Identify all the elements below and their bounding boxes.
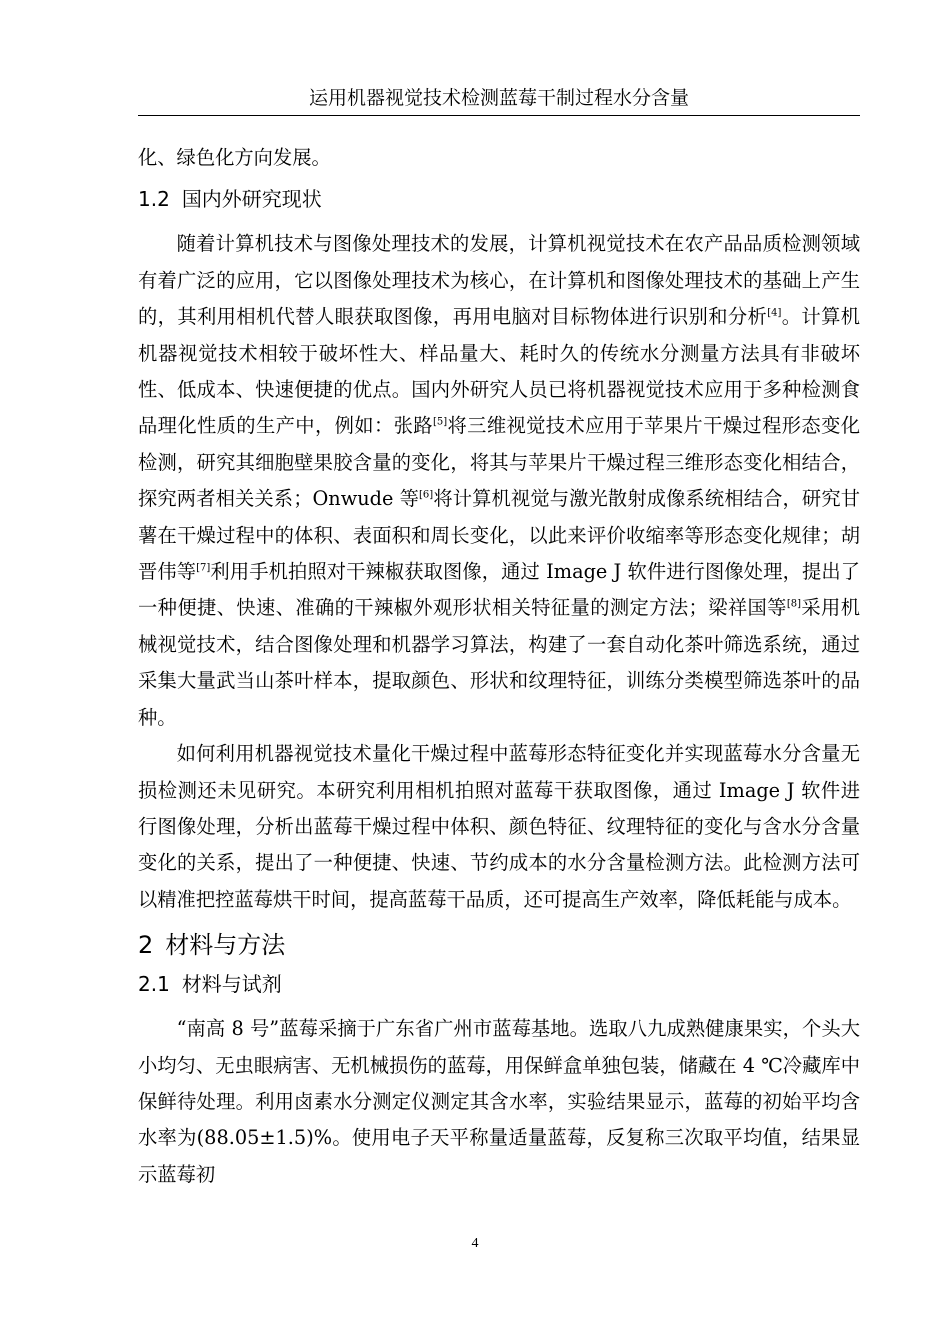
page-body (138, 140, 860, 1193)
text-run: 采用机械视觉技术，结合图像处理和机器学习算法，构建了一套自动化茶叶筛选系统，通过采集大量武当山茶叶样本，提取颜色、形状和纹理特征，训练分类模型筛选茶叶的品种。 (138, 596, 861, 729)
section-title: 材料与方法 (165, 931, 286, 960)
intro-line: 化、绿色化方向发展。 (138, 146, 331, 169)
section-number: 1.2 (138, 187, 170, 212)
citation: [7] (196, 562, 211, 574)
section-heading-2 (138, 930, 860, 960)
citation: [6] (419, 489, 434, 501)
paragraph-study-aim: 如何利用机器视觉技术量化干燥过程中蓝莓形态特征变化并实现蓝莓水分含量无损检测还未见研究。本研究利用相机拍照对蓝莓干获取图像，通过 Image J 软件进行图像处理，分析出蓝莓干燥过程中体积、颜色特征、纹理特征的变化与含水分含量变化的关系，提出了一种便捷、快速、节约成本的水分含量检测方法。此检测方法可以精准把控蓝莓烘干时间，提高蓝莓干品质，还可提高生产效率，降低耗能与成本。 (138, 742, 860, 911)
paragraph-materials: “南高 8 号”蓝莓采摘于广东省广州市蓝莓基地。选取八九成熟健康果实，个头大小均匀、无虫眼病害、无机械损伤的蓝莓，用保鲜盒单独包装，储藏在 4 ℃冷藏库中保鲜待处理。利用卤素水分测定仪测定其含水率，实验结果显示，蓝莓的初始平均含水率为(88.05±1.5)%。使用电子天平称量适量蓝莓，反复称三次取平均值，结果显示蓝莓初 (138, 1017, 860, 1186)
paragraph-research-status (138, 226, 860, 736)
section-number: 2 (138, 931, 154, 960)
text-run: 利用手机拍照对干辣椒获取图像，通过 Image J 软件进行图像处理，提出了一种便捷、快速、准确的干辣椒外观形状相关特征量的测定方法；梁祥国等 (138, 560, 861, 620)
header-rule (138, 115, 860, 116)
running-header: 运用机器视觉技术检测蓝莓干制过程水分含量 (308, 87, 689, 109)
text-run: 将计算机视觉与激光散射成像系统相结合，研究甘薯在干燥过程中的体积、表面积和周长变化，以此来评价收缩率等形态变化规律；胡晋伟等 (138, 487, 860, 584)
section-heading-2-1 (138, 970, 860, 998)
section-number: 2.1 (138, 972, 170, 997)
citation: [4] (767, 307, 782, 319)
text-run: 将三维视觉技术应用于苹果片干燥过程形态变化检测，研究其细胞壁果胶含量的变化，将其与苹果片干燥过程三维形态变化相结合，探究两者相关关系；Onwude 等 (138, 414, 861, 511)
page-number: 4 (471, 1236, 479, 1251)
text-run: 随着计算机技术与图像处理技术的发展，计算机视觉技术在农产品品质检测领域有着广泛的应用，它以图像处理技术为核心，在计算机和图像处理技术的基础上产生的，其利用相机代替人眼获取图像，再用电脑对目标物体进行识别和分析 (138, 232, 860, 329)
section-title: 材料与试剂 (181, 972, 282, 997)
text-run: 。计算机机器视觉技术相较于破坏性大、样品量大、耗时久的传统水分测量方法具有非破坏性、低成本、快速便捷的优点。国内外研究人员已将机器视觉技术应用于多种检测食品理化性质的生产中，例如：张路 (138, 305, 861, 438)
section-heading-1-2 (138, 185, 860, 213)
citation: [5] (432, 417, 448, 429)
citation: [8] (786, 599, 802, 611)
section-title: 国内外研究现状 (181, 187, 322, 212)
